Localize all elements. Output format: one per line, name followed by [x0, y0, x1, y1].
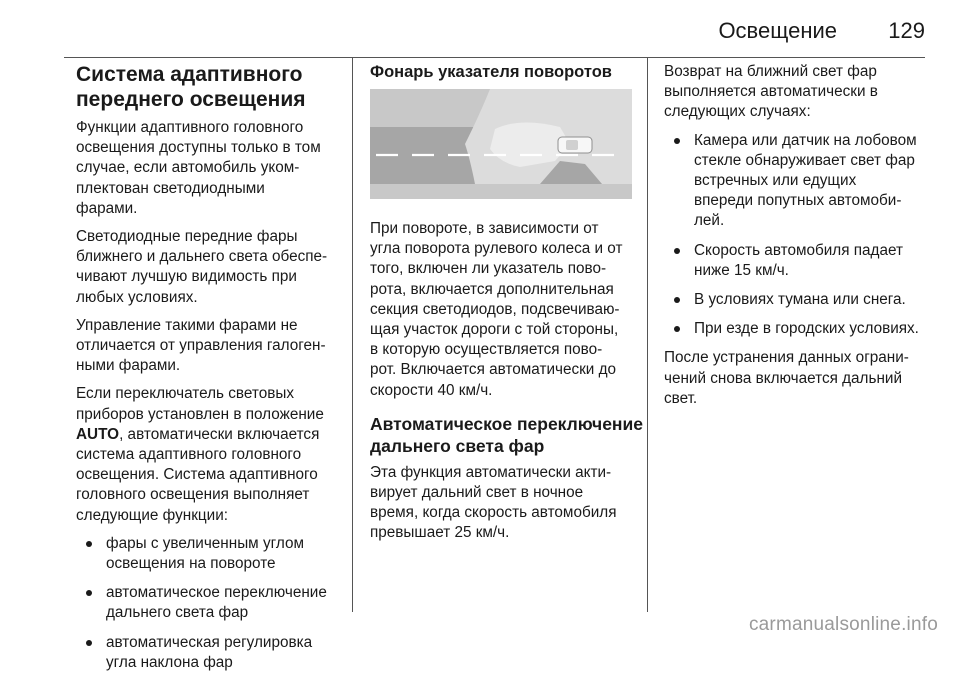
- column-1: [76, 62, 346, 682]
- list-item: [664, 319, 934, 339]
- bullet-icon: [674, 326, 680, 332]
- text-line: угла поворота рулевого колеса и от: [370, 240, 623, 258]
- text-line: отличается от управления галоген-: [76, 337, 326, 355]
- heading-line: дальнего света фар: [370, 435, 545, 456]
- bullet-icon: [674, 248, 680, 254]
- text-line: Если переключатель световых: [76, 385, 294, 403]
- bullet-icon: [86, 640, 92, 646]
- text-line: фары с увеличенным углом: [106, 534, 304, 552]
- page-header: [64, 14, 925, 44]
- text-line: В условиях тумана или снега.: [694, 291, 906, 309]
- heading-adaptive-lighting: [76, 62, 346, 112]
- paragraph: [370, 219, 635, 401]
- heading-line: переднего освещения: [76, 88, 306, 111]
- text-line: чений снова включается дальний: [664, 369, 902, 387]
- text-line: После устранения данных ограни-: [664, 349, 909, 367]
- heading-auto-high-beam: [370, 413, 643, 457]
- condition-list: [664, 131, 934, 340]
- paragraph: [76, 118, 346, 219]
- text-line: ближнего и дальнего света обеспе-: [76, 248, 328, 266]
- text-line: чивают лучшую видимость при: [76, 268, 297, 286]
- text-line: случае, если автомобиль уком-: [76, 159, 300, 177]
- text-line: Эта функция автоматически акти-: [370, 463, 612, 481]
- text-line: в которую осуществляется пово-: [370, 341, 603, 359]
- list-item: [664, 241, 934, 281]
- paragraph: [76, 384, 346, 525]
- column-2: [370, 62, 643, 552]
- page-number: 129: [888, 18, 925, 43]
- text-line: стекле обнаруживает свет фар: [694, 151, 915, 169]
- heading-line: Система адаптивного: [76, 63, 303, 86]
- text-line: секция светодиодов, подсвечиваю-: [370, 300, 620, 318]
- text-line: плектован светодиодными: [76, 179, 265, 197]
- text-line: встречных или едущих: [694, 172, 857, 190]
- text-line: фарами.: [76, 199, 138, 217]
- heading-line: Автоматическое переключение: [370, 413, 643, 434]
- watermark: carmanualsonline.info: [748, 614, 938, 635]
- text-line: дальнего света фар: [106, 604, 249, 622]
- text-line: освещения. Система адаптивного: [76, 466, 318, 484]
- text-line: автоматическое переключение: [106, 584, 327, 602]
- text-line: время, когда скорость автомобиля: [370, 504, 617, 522]
- heading-cornering-light: Фонарь указателя поворотов: [370, 63, 612, 81]
- text-line: При езде в городских условиях.: [694, 320, 919, 338]
- text-line: выполняется автоматически в: [664, 83, 878, 101]
- text-line: приборов установлен в положение: [76, 405, 324, 423]
- text-fragment: , автоматически включается: [119, 425, 320, 443]
- text-line: [76, 425, 346, 445]
- text-line: того, включен ли указатель пово-: [370, 260, 607, 278]
- text-line: лей.: [694, 212, 725, 230]
- bullet-icon: [674, 138, 680, 144]
- text-line: Функции адаптивного головного: [76, 119, 304, 136]
- text-line: При повороте, в зависимости от: [370, 220, 599, 237]
- text-line: свет.: [664, 389, 698, 407]
- text-line: рот. Включается автоматически до: [370, 361, 617, 379]
- text-line: впереди попутных автомоби-: [694, 192, 902, 210]
- bullet-icon: [86, 541, 92, 547]
- bullet-icon: [86, 590, 92, 596]
- list-item: [664, 290, 934, 310]
- text-line: скорости 40 км/ч.: [370, 381, 493, 399]
- paragraph: [664, 348, 934, 409]
- text-line: Камера или датчик на лобовом: [694, 131, 917, 149]
- text-line: вирует дальний свет в ночное: [370, 484, 584, 502]
- paragraph: [370, 463, 635, 544]
- paragraph: [76, 316, 346, 377]
- text-line: ниже 15 км/ч.: [694, 261, 789, 279]
- text-line: угла наклона фар: [106, 653, 233, 671]
- text-line: освещения на повороте: [106, 555, 276, 573]
- paragraph: [76, 227, 346, 308]
- text-line: любых условиях.: [76, 288, 198, 306]
- text-line: превышает 25 км/ч.: [370, 524, 510, 542]
- list-item: [76, 534, 346, 574]
- text-line: освещения доступны только в том: [76, 139, 321, 157]
- text-line: автоматическая регулировка: [106, 633, 313, 651]
- text-line: Управление такими фарами не: [76, 316, 298, 334]
- cornering-light-illustration: [370, 89, 632, 199]
- text-line: щая участок дороги с той стороны,: [370, 321, 619, 339]
- text-line: Скорость автомобиля падает: [694, 241, 903, 259]
- list-item: [76, 583, 346, 623]
- paragraph: [664, 62, 934, 123]
- column-divider-1: [352, 58, 353, 612]
- list-item: [664, 131, 934, 232]
- column-divider-2: [647, 58, 648, 612]
- column-3: [664, 62, 934, 417]
- text-line: Светодиодные передние фары: [76, 228, 298, 246]
- text-line: ными фарами.: [76, 357, 181, 375]
- section-title: Освещение: [718, 18, 837, 43]
- bullet-icon: [674, 297, 680, 303]
- header-divider: [64, 57, 925, 58]
- text-line: система адаптивного головного: [76, 446, 302, 464]
- car-icon: [558, 137, 592, 153]
- list-item: [76, 633, 346, 673]
- text-line: рота, включается дополнительная: [370, 280, 614, 298]
- text-line: следующих случаях:: [664, 103, 811, 121]
- text-line: Возврат на ближний свет фар: [664, 63, 877, 80]
- text-line: следующие функции:: [76, 506, 228, 524]
- function-list: [76, 534, 346, 673]
- text-line: головного освещения выполняет: [76, 486, 310, 504]
- auto-label: AUTO: [76, 425, 120, 443]
